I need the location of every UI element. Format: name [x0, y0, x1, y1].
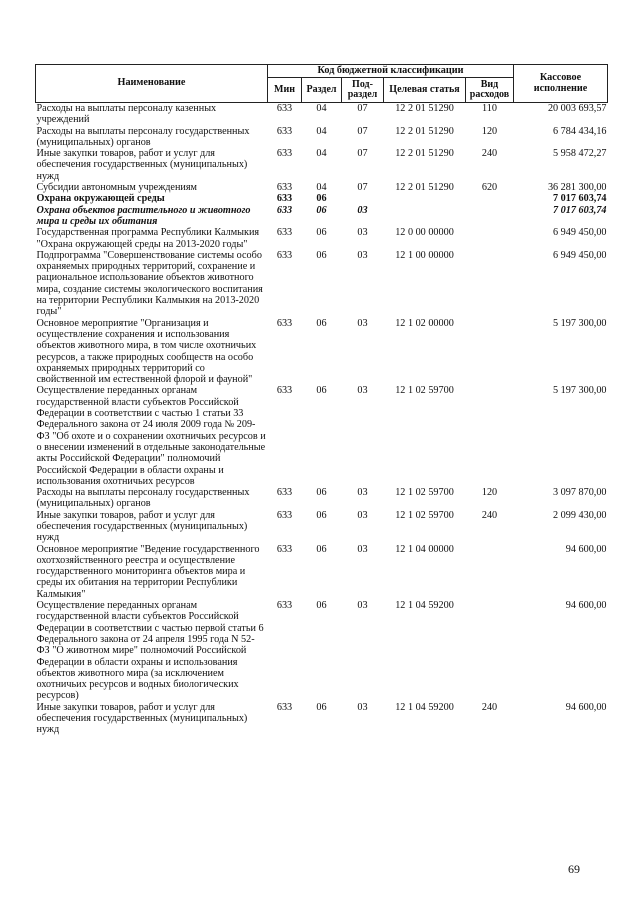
row-tselevaya: 12 0 00 00000	[395, 227, 454, 239]
table-row	[36, 182, 608, 193]
row-sum: 5 197 300,00	[553, 317, 607, 329]
row-name: Подпрограмма "Совершенствование системы особо охраняемых природных территорий, сохранение и рациональное использование объектов животного мира, создание системы экологического воспитания на территории Республики Калмыкия на 2013-2020 годы"	[36, 249, 263, 318]
row-sum: 3 097 870,00	[553, 487, 607, 499]
row-sum: 7 017 603,74	[553, 204, 607, 216]
row-min: 633	[276, 204, 293, 216]
table-row	[36, 510, 608, 544]
row-sum: 94 600,00	[565, 701, 607, 713]
table-row	[36, 103, 608, 126]
row-name: Основное мероприятие "Организация и осуществление сохранения и использования объектов животного мира, в том числе охотничьих ресурсов, а также природных сообществ на особо охраняемых природных территорий со свойственной им естественной флорой и фауной"	[36, 317, 257, 386]
table-row	[36, 544, 608, 600]
row-vid	[466, 544, 514, 600]
row-razdel: 06	[316, 317, 327, 329]
row-razdel: 06	[316, 701, 327, 713]
row-razdel: 06	[316, 543, 327, 555]
row-razdel: 06	[316, 487, 327, 499]
row-podrazdel: 07	[357, 148, 368, 160]
table-row	[36, 148, 608, 182]
row-tselevaya: 12 1 02 59700	[395, 509, 454, 521]
row-tselevaya: 12 2 01 51290	[395, 148, 454, 160]
row-tselevaya: 12 1 02 59700	[395, 487, 454, 499]
row-sum: 6 949 450,00	[553, 249, 607, 261]
row-podrazdel: 03	[357, 249, 368, 261]
row-sum: 94 600,00	[565, 600, 607, 612]
row-vid	[466, 600, 514, 702]
header-min: Мин	[268, 78, 302, 103]
row-razdel: 04	[316, 125, 327, 137]
row-min: 633	[276, 701, 293, 713]
row-sum: 20 003 693,57	[547, 103, 607, 114]
row-min: 633	[276, 227, 293, 239]
row-vid: 240	[481, 148, 498, 160]
row-razdel: 06	[316, 204, 327, 216]
table-row	[36, 487, 608, 510]
row-razdel: 04	[316, 182, 327, 194]
row-min: 633	[276, 125, 293, 137]
row-tselevaya: 12 1 04 59200	[395, 701, 454, 713]
row-min: 633	[276, 193, 293, 205]
row-podrazdel: 03	[357, 317, 368, 329]
row-tselevaya: 12 2 01 51290	[395, 103, 454, 114]
row-vid	[466, 318, 514, 386]
row-razdel: 06	[316, 249, 327, 261]
row-podrazdel	[342, 193, 384, 204]
row-name: Иные закупки товаров, работ и услуг для обеспечения государственных (муниципальных) нужд	[36, 509, 248, 544]
table-row	[36, 205, 608, 228]
row-vid: 620	[481, 182, 498, 194]
row-tselevaya: 12 1 02 59700	[395, 385, 454, 397]
row-razdel: 06	[316, 600, 327, 612]
row-vid: 110	[482, 103, 497, 114]
row-podrazdel: 07	[357, 103, 368, 114]
row-name: Основное мероприятие "Ведение государственного охотхозяйственного реестра и осуществление государственного мониторинга объектов мира и среды их обитания на территории Республики Калмыкия"	[36, 543, 260, 600]
row-podrazdel: 03	[357, 227, 368, 239]
row-name: Осуществление переданных органам государственной власти субъектов Российской Федерации в соответствии с частью первой статьи 6 Федерального закона от 24 апреля 1995 года N 52-ФЗ "О животном мире" полномочий Российской Федерации в области охраны и использования объектов животного мира (за исключением охотничьих ресурсов и водных биологических ресурсов)	[36, 600, 264, 702]
row-razdel: 06	[316, 385, 327, 397]
row-tselevaya: 12 1 00 00000	[395, 249, 454, 261]
table-row	[36, 318, 608, 386]
row-min: 633	[276, 182, 293, 194]
row-min: 633	[276, 543, 293, 555]
row-min: 633	[276, 385, 293, 397]
table-row	[36, 702, 608, 736]
row-podrazdel: 03	[357, 487, 368, 499]
row-tselevaya	[384, 193, 466, 204]
row-podrazdel: 03	[357, 509, 368, 521]
row-name: Охрана окружающей среды	[36, 193, 165, 205]
row-sum: 5 958 472,27	[553, 148, 607, 160]
header-tselevaya: Целевая статья	[384, 78, 466, 103]
row-name: Субсидии автономным учреждениям	[36, 182, 197, 194]
row-min: 633	[276, 249, 293, 261]
header-vid: Вид расходов	[466, 78, 514, 103]
header-code-group: Код бюджетной классификации	[268, 65, 514, 78]
table-row	[36, 385, 608, 487]
row-podrazdel: 07	[357, 182, 368, 194]
row-tselevaya: 12 1 04 59200	[395, 600, 454, 612]
table-row	[36, 193, 608, 204]
row-sum: 36 281 300,00	[547, 182, 607, 194]
row-name: Расходы на выплаты персоналу государственных (муниципальных) органов	[36, 487, 250, 510]
page-number: 69	[568, 862, 580, 876]
row-sum: 6 949 450,00	[553, 227, 607, 239]
header-kassovoe: Кассовое исполнение	[514, 65, 608, 103]
row-sum: 2 099 430,00	[553, 509, 607, 521]
row-sum: 94 600,00	[565, 543, 607, 555]
row-tselevaya: 12 2 01 51290	[395, 182, 454, 194]
row-podrazdel: 07	[357, 125, 368, 137]
table-header	[36, 65, 608, 103]
row-min: 633	[276, 317, 293, 329]
header-name: Наименование	[36, 65, 268, 103]
row-vid: 120	[481, 487, 498, 499]
row-razdel: 06	[316, 227, 327, 239]
row-min: 633	[276, 600, 293, 612]
row-podrazdel: 03	[357, 600, 368, 612]
row-vid: 240	[481, 509, 498, 521]
row-vid	[466, 227, 514, 250]
row-vid	[466, 193, 514, 204]
table-row	[36, 126, 608, 149]
row-sum: 5 197 300,00	[553, 385, 607, 397]
row-tselevaya: 12 1 02 00000	[395, 317, 454, 329]
row-razdel: 06	[316, 509, 327, 521]
row-tselevaya: 12 2 01 51290	[395, 125, 454, 137]
row-name: Расходы на выплаты персоналу государственных (муниципальных) органов	[36, 125, 250, 148]
row-name: Осуществление переданных органам государственной власти субъектов Российской Федерации в соответствии с частью 1 статьи 33 Федерального закона от 24 июля 2009 года № 209-ФЗ "Об охоте и о сохранении охотничьих ресурсов и о внесении изменений в отдельные законодательные акты Российской Федерации" полномочий Российской Федерации в области охраны и использования охотничьих ресурсов	[36, 385, 266, 487]
row-razdel: 06	[316, 193, 327, 205]
header-razdel: Раздел	[302, 78, 342, 103]
row-name: Расходы на выплаты персоналу казенных учреждений	[36, 103, 217, 126]
row-min: 633	[276, 103, 293, 114]
budget-table	[35, 64, 608, 736]
row-podrazdel: 03	[357, 543, 368, 555]
table-row	[36, 227, 608, 250]
table-body	[36, 103, 608, 736]
row-tselevaya: 12 1 04 00000	[395, 543, 454, 555]
row-podrazdel: 03	[357, 701, 368, 713]
row-name: Иные закупки товаров, работ и услуг для обеспечения государственных (муниципальных) нужд	[36, 701, 248, 736]
header-podrazdel: Под-раздел	[342, 78, 384, 103]
row-vid	[466, 205, 514, 228]
row-vid: 240	[481, 701, 498, 713]
row-vid: 120	[481, 125, 498, 137]
row-min: 633	[276, 509, 293, 521]
row-tselevaya	[384, 205, 466, 228]
row-sum: 6 784 434,16	[553, 125, 607, 137]
table-row	[36, 600, 608, 702]
row-vid	[466, 385, 514, 487]
row-vid	[466, 250, 514, 318]
table-row	[36, 250, 608, 318]
row-razdel: 04	[316, 148, 327, 160]
row-min: 633	[276, 487, 293, 499]
row-name: Государственная программа Республики Калмыкия "Охрана окружающей среды на 2013-2020 годы"	[36, 227, 260, 250]
row-min: 633	[276, 148, 293, 160]
row-razdel: 04	[316, 103, 327, 114]
row-name: Иные закупки товаров, работ и услуг для обеспечения государственных (муниципальных) нужд	[36, 148, 248, 182]
row-sum: 7 017 603,74	[553, 193, 607, 205]
row-podrazdel: 03	[357, 204, 368, 216]
row-podrazdel: 03	[357, 385, 368, 397]
row-name: Охрана объектов растительного и животного мира и среды их обитания	[36, 204, 251, 227]
